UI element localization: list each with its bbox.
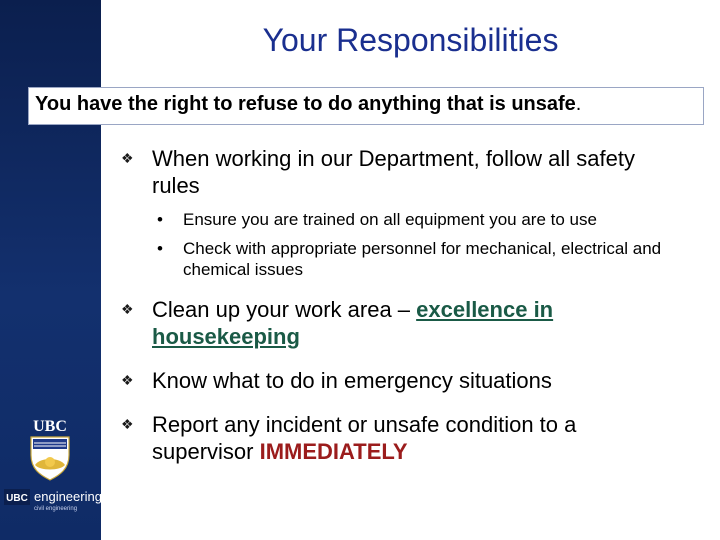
ubc-crest-logo xyxy=(25,415,75,481)
bullet-text: Know what to do in emergency situations xyxy=(152,368,552,393)
diamond-bullet-icon: ❖ xyxy=(121,150,134,166)
sub-bullet-text: Check with appropriate personnel for mechanical, electrical and chemical issues xyxy=(183,239,662,279)
bullet-prefix: Report any incident or unsafe condition to a supervisor xyxy=(152,412,577,464)
bullet-prefix: Clean up your work area – xyxy=(152,297,417,322)
diamond-bullet-icon: ❖ xyxy=(121,416,134,432)
housekeeping-link[interactable]: excellence in housekeeping xyxy=(152,297,554,349)
diamond-bullet-icon: ❖ xyxy=(121,372,134,388)
bullet-text: When working in our Department, follow all safety rules xyxy=(152,146,635,198)
ubc-crest-text: UBC xyxy=(33,418,67,435)
banner-text: You have the right to refuse to do anything that is unsafe xyxy=(35,93,576,115)
engineering-wordmark: engineering xyxy=(34,489,102,504)
sub-bullet-text: Ensure you are trained on all equipment you are to use xyxy=(183,210,597,229)
banner-period: . xyxy=(575,93,582,115)
dot-bullet-icon: • xyxy=(157,210,163,229)
dot-bullet-icon: • xyxy=(157,239,163,258)
engineering-subtitle: civil engineering xyxy=(34,506,78,512)
urgent-emphasis: IMMEDIATELY xyxy=(259,439,408,464)
ubc-engineering-prefix: UBC xyxy=(6,493,28,504)
ubc-engineering-logo xyxy=(4,489,100,519)
bullet-text xyxy=(152,411,682,465)
bullet-text xyxy=(152,296,682,350)
slide-title: Your Responsibilities xyxy=(262,22,559,58)
rights-banner xyxy=(28,87,704,125)
diamond-bullet-icon: ❖ xyxy=(121,301,134,317)
